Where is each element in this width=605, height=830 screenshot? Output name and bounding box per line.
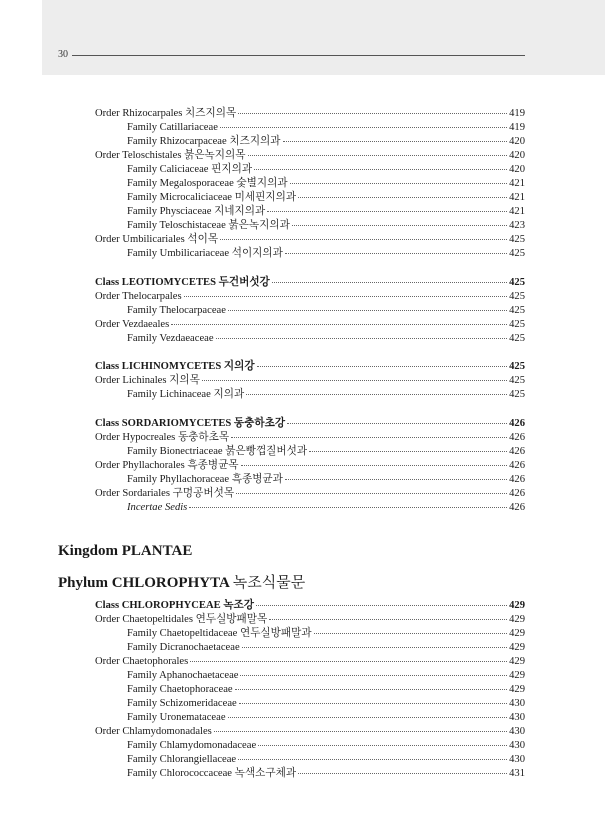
- toc-entry-order[interactable]: Order Vezdaeales 425: [95, 319, 525, 330]
- leader-dots: [258, 745, 507, 746]
- leader-dots: [228, 717, 508, 718]
- leader-dots: [298, 197, 507, 198]
- toc-entry-family[interactable]: Family Chaetopeltidaceae 연두실방패말과 429: [127, 628, 525, 639]
- toc-entry-family[interactable]: Family Chlorococcaceae 녹색소구체과 431: [127, 768, 525, 779]
- toc-entry-order[interactable]: Order Umbilicariales 석이목 425: [95, 234, 525, 245]
- toc-entry-family[interactable]: Family Schizomeridaceae 430: [127, 698, 525, 709]
- toc-entry-family[interactable]: Family Dicranochaetaceae 429: [127, 642, 525, 653]
- leader-dots: [246, 394, 507, 395]
- toc-entry-family[interactable]: Family Vezdaeaceae 425: [127, 333, 525, 344]
- leader-dots: [256, 605, 507, 606]
- toc-entry-order[interactable]: Order Chaetophorales 429: [95, 656, 525, 667]
- kingdom-heading: Kingdom PLANTAE: [58, 543, 193, 559]
- leader-dots: [184, 296, 508, 297]
- leader-dots: [298, 773, 507, 774]
- toc-entry-family[interactable]: Family Phyllachoraceae 흑종병균과 426: [127, 474, 525, 485]
- leader-dots: [202, 380, 507, 381]
- leader-dots: [171, 324, 507, 325]
- leader-dots: [238, 759, 507, 760]
- leader-dots: [283, 141, 508, 142]
- toc-entry-family[interactable]: Family Chaetophoraceae 429: [127, 684, 525, 695]
- toc-entry-family[interactable]: Family Physciaceae 지네지의과 421: [127, 206, 525, 217]
- leader-dots: [248, 155, 508, 156]
- leader-dots: [231, 437, 507, 438]
- toc-entry-order[interactable]: Order Lichinales 지의목 425: [95, 375, 525, 386]
- toc-entry-family[interactable]: Family Thelocarpaceae 425: [127, 305, 525, 316]
- header-band: [42, 0, 605, 75]
- toc-entry-incertae-sedis[interactable]: Incertae Sedis 426: [127, 502, 525, 513]
- leader-dots: [190, 661, 507, 662]
- toc-entry-class[interactable]: Class SORDARIOMYCETES 동충하초강 426: [95, 418, 525, 429]
- leader-dots: [309, 451, 507, 452]
- leader-dots: [239, 703, 507, 704]
- toc-entry-order[interactable]: Order Hypocreales 동충하초목 426: [95, 432, 525, 443]
- toc-entry-family[interactable]: Family Microcaliciaceae 미세핀지의과 421: [127, 192, 525, 203]
- phylum-heading: Phylum CHLOROPHYTA 녹조식물문: [58, 575, 306, 591]
- leader-dots: [290, 183, 508, 184]
- toc-entry-class[interactable]: Class CHLOROPHYCEAE 녹조강 429: [95, 600, 525, 611]
- leader-dots: [220, 127, 507, 128]
- toc-entry-family[interactable]: Family Catillariaceae 419: [127, 122, 525, 133]
- toc-entry-order[interactable]: Order Chlamydomonadales 430: [95, 726, 525, 737]
- toc-entry-family[interactable]: Family Lichinaceae 지의과 425: [127, 389, 525, 400]
- page-number: 30: [58, 49, 68, 60]
- leader-dots: [242, 647, 507, 648]
- toc-entry-order[interactable]: Order Chaetopeltidales 연두실방패말목 429: [95, 614, 525, 625]
- toc-entry-family[interactable]: Family Megalosporaceae 숯별지의과 421: [127, 178, 525, 189]
- header-rule: [72, 55, 525, 56]
- toc-entry-family[interactable]: Family Bionectriaceae 붉은빵껍질버섯과 426: [127, 446, 525, 457]
- leader-dots: [267, 211, 507, 212]
- leader-dots: [287, 423, 507, 424]
- toc-entry-order[interactable]: Order Sordariales 구멍공버섯목 426: [95, 488, 525, 499]
- toc-entry-order[interactable]: Order Teloschistales 붉은녹지의목 420: [95, 150, 525, 161]
- leader-dots: [228, 310, 507, 311]
- leader-dots: [257, 366, 507, 367]
- toc-entry-family[interactable]: Family Teloschistaceae 붉은녹지의과 423: [127, 220, 525, 231]
- leader-dots: [214, 731, 507, 732]
- toc-entry-order[interactable]: Order Phyllachorales 흑종병균목 426: [95, 460, 525, 471]
- toc-entry-family[interactable]: Family Aphanochaetaceae 429: [127, 670, 525, 681]
- leader-dots: [235, 689, 508, 690]
- leader-dots: [272, 282, 507, 283]
- toc-entry-family[interactable]: Family Umbilicariaceae 석이지의과 425: [127, 248, 525, 259]
- leader-dots: [269, 619, 507, 620]
- toc-entry-class[interactable]: Class LICHINOMYCETES 지의강 425: [95, 361, 525, 372]
- leader-dots: [285, 479, 507, 480]
- toc-entry-family[interactable]: Family Rhizocarpaceae 치즈지의과 420: [127, 136, 525, 147]
- leader-dots: [220, 239, 507, 240]
- leader-dots: [314, 633, 508, 634]
- toc-entry-family[interactable]: Family Caliciaceae 핀지의과 420: [127, 164, 525, 175]
- leader-dots: [292, 225, 507, 226]
- leader-dots: [236, 493, 507, 494]
- leader-dots: [216, 338, 508, 339]
- toc-entry-family[interactable]: Family Chlamydomonadaceae 430: [127, 740, 525, 751]
- toc-entry-order[interactable]: Order Thelocarpales 425: [95, 291, 525, 302]
- leader-dots: [254, 169, 507, 170]
- toc-entry-class[interactable]: Class LEOTIOMYCETES 두건버섯강 425: [95, 277, 525, 288]
- leader-dots: [240, 675, 507, 676]
- leader-dots: [238, 113, 507, 114]
- leader-dots: [285, 253, 507, 254]
- toc-entry-family[interactable]: Family Chlorangiellaceae 430: [127, 754, 525, 765]
- toc-entry-family[interactable]: Family Uronemataceae 430: [127, 712, 525, 723]
- toc-entry-order[interactable]: Order Rhizocarpales 치즈지의목 419: [95, 108, 525, 119]
- leader-dots: [189, 507, 507, 508]
- leader-dots: [241, 465, 508, 466]
